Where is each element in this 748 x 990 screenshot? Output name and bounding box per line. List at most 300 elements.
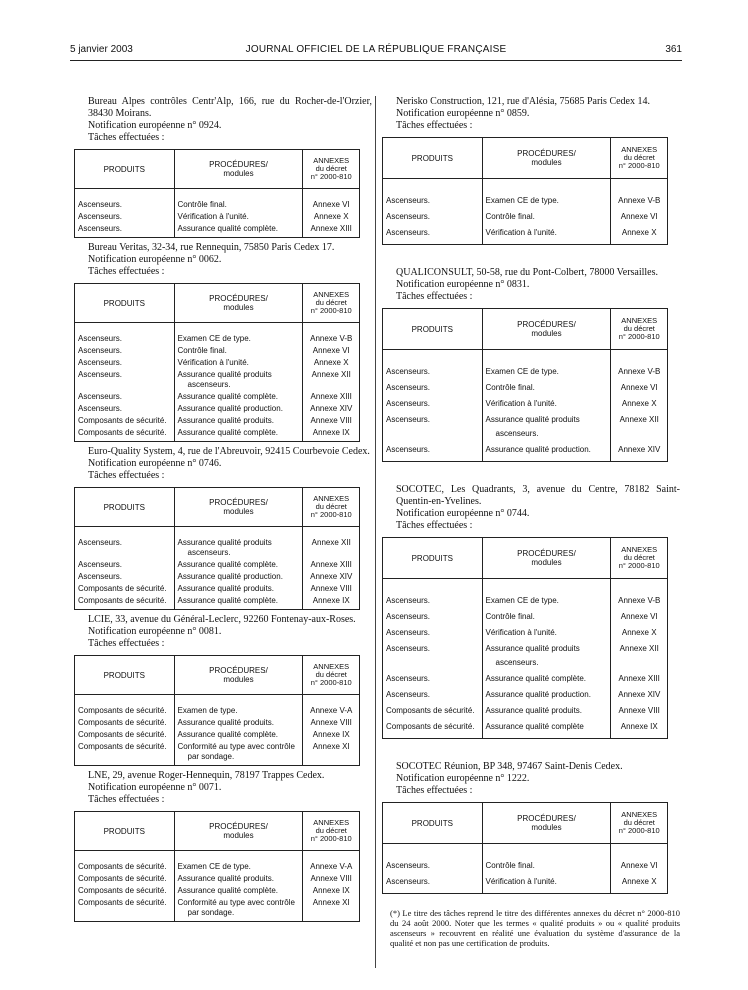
cell-produit: Composants de sécurité. (75, 717, 175, 729)
procedure-text: Assurance qualité complète. (485, 674, 587, 683)
procedure-text: Contrôle final. (485, 612, 535, 621)
header-procedures (174, 150, 303, 189)
cell-produit: Ascenseurs. (75, 223, 175, 238)
cell-procedure (482, 625, 611, 641)
cell-annexe: Annexe VI (611, 858, 668, 874)
table-row (383, 442, 668, 462)
header-du-decret: du décret (315, 826, 347, 835)
header-procedures (482, 138, 611, 179)
table-row (75, 199, 360, 211)
cell-produit: Composants de sécurité. (75, 861, 175, 873)
entry-address: Bureau Veritas, 32-34, rue Rennequin, 75850 Paris Cedex 17. (88, 242, 335, 253)
tasks-table (382, 802, 668, 894)
spacer-cell (303, 851, 360, 862)
table-row (75, 741, 360, 766)
header-procedures-label: PROCÉDURES/ (209, 666, 268, 675)
header-annexes (611, 803, 668, 844)
entry-tasks-label: Tâches effectuées : (88, 638, 165, 649)
spacer-cell (383, 350, 483, 365)
spacer-cell (75, 851, 175, 862)
cell-produit: Ascenseurs. (75, 403, 175, 415)
cell-annexe: Annexe VIII (303, 583, 360, 595)
spacer-cell (611, 350, 668, 365)
header-decret-number: n° 2000-810 (310, 510, 352, 519)
entry-tasks-label: Tâches effectuées : (88, 132, 165, 143)
procedure-text: Examen CE de type. (485, 596, 559, 605)
procedure-text: Assurance qualité production. (177, 404, 283, 413)
header-annexes-label: ANNEXES (621, 810, 658, 819)
procedure-text: Examen CE de type. (485, 196, 559, 205)
entry-notification: Notification européenne n° 0859. (396, 108, 530, 119)
procedure-text: Assurance qualité complète. (177, 886, 279, 895)
table-row (383, 396, 668, 412)
notified-body-entry (386, 761, 680, 894)
cell-produit: Ascenseurs. (75, 199, 175, 211)
table-row (383, 671, 668, 687)
cell-produit: Ascenseurs. (75, 345, 175, 357)
cell-annexe: Annexe IX (611, 719, 668, 739)
cell-produit: Ascenseurs. (75, 211, 175, 223)
cell-produit: Composants de sécurité. (75, 415, 175, 427)
cell-annexe: Annexe IX (303, 595, 360, 610)
procedure-text: Assurance qualité produits. (177, 416, 275, 425)
header-procedures (174, 656, 303, 695)
spacer-cell (303, 527, 360, 538)
cell-produit: Composants de sécurité. (75, 427, 175, 442)
cell-produit: Composants de sécurité. (75, 741, 175, 766)
procedure-continuation: ascenseurs. (495, 658, 539, 667)
cell-procedure (174, 861, 303, 873)
header-du-decret: du décret (623, 553, 655, 562)
header-decret-number: n° 2000-810 (310, 834, 352, 843)
cell-annexe: Annexe IX (303, 885, 360, 897)
cell-produit: Ascenseurs. (383, 874, 483, 894)
spacer-cell (75, 695, 175, 706)
entry-intro (82, 614, 372, 650)
cell-procedure (174, 199, 303, 211)
procedure-text: Assurance qualité complète. (177, 224, 278, 233)
procedure-text: Vérification à l'unité. (485, 399, 557, 408)
entry-notification: Notification européenne n° 0081. (88, 626, 222, 637)
spacer-cell (174, 851, 303, 862)
header-modules-label: modules (223, 169, 254, 178)
table-row (383, 412, 668, 442)
cell-produit: Composants de sécurité. (75, 897, 175, 922)
cell-annexe: Annexe V-A (303, 861, 360, 873)
tasks-table-header (383, 538, 668, 579)
cell-annexe: Annexe VIII (303, 873, 360, 885)
cell-annexe: Annexe VI (611, 380, 668, 396)
entry-gap (390, 743, 680, 761)
cell-produit: Ascenseurs. (383, 364, 483, 380)
procedure-text: Assurance qualité production. (485, 445, 591, 454)
cell-produit: Ascenseurs. (75, 369, 175, 391)
header-procedures-label: PROCÉDURES/ (517, 814, 576, 823)
cell-annexe: Annexe XIII (303, 559, 360, 571)
header-du-decret: du décret (623, 153, 655, 162)
procedure-continuation: par sondage. (187, 908, 235, 917)
cell-produit: Ascenseurs. (383, 641, 483, 671)
header-du-decret: du décret (315, 298, 347, 307)
entry-address: SOCOTEC Réunion, BP 348, 97467 Saint-Denis Cedex. (396, 761, 623, 772)
cell-procedure (174, 537, 303, 559)
table-row (75, 705, 360, 717)
header-annexes (303, 656, 360, 695)
cell-produit: Ascenseurs. (75, 333, 175, 345)
header-produits: PRODUITS (75, 488, 175, 527)
header-decret-number: n° 2000-810 (618, 332, 660, 341)
procedure-text: Vérification à l'unité. (485, 628, 557, 637)
table-spacer (75, 189, 360, 200)
cell-procedure (482, 442, 611, 462)
entry-notification: Notification européenne n° 0924. (88, 120, 222, 131)
tasks-table-header (383, 138, 668, 179)
table-row (75, 403, 360, 415)
spacer-cell (482, 579, 611, 594)
procedure-text: Contrôle final. (485, 861, 535, 870)
header-annexes (611, 309, 668, 350)
entry-address: Euro-Quality System, 4, rue de l'Abreuvoir, 92415 Courbevoie Cedex. (88, 446, 370, 457)
table-spacer (383, 579, 668, 594)
tasks-table-header (75, 284, 360, 323)
procedure-text: Conformité au type avec contrôle (177, 742, 295, 751)
cell-procedure (482, 364, 611, 380)
tasks-table (74, 655, 360, 766)
cell-procedure (174, 223, 303, 238)
cell-annexe: Annexe XIII (303, 223, 360, 238)
cell-annexe: Annexe XI (303, 897, 360, 922)
procedure-text: Assurance qualité complète. (177, 560, 279, 569)
spacer-cell (482, 179, 611, 194)
header-annexes (303, 488, 360, 527)
header-modules-label: modules (223, 675, 254, 684)
entry-notification: Notification européenne n° 0744. (396, 508, 530, 519)
cell-procedure (482, 225, 611, 245)
cell-procedure (482, 609, 611, 625)
cell-annexe: Annexe XIII (303, 391, 360, 403)
cell-procedure (482, 396, 611, 412)
cell-annexe: Annexe XIII (611, 671, 668, 687)
header-produits: PRODUITS (75, 812, 175, 851)
cell-annexe: Annexe XII (611, 412, 668, 442)
spacer-cell (482, 350, 611, 365)
cell-annexe: Annexe XIV (611, 442, 668, 462)
cell-procedure (174, 571, 303, 583)
cell-annexe: Annexe XIV (611, 687, 668, 703)
cell-procedure (482, 593, 611, 609)
cell-annexe: Annexe X (611, 625, 668, 641)
cell-produit: Ascenseurs. (383, 625, 483, 641)
cell-procedure (174, 333, 303, 345)
header-produits: PRODUITS (383, 138, 483, 179)
cell-procedure (174, 729, 303, 741)
table-row (75, 571, 360, 583)
header-annexes-label: ANNEXES (313, 662, 350, 671)
cell-procedure (482, 641, 611, 671)
header-du-decret: du décret (315, 502, 347, 511)
cell-procedure (174, 415, 303, 427)
table-row (75, 333, 360, 345)
header-modules-label: modules (531, 158, 562, 167)
cell-produit: Ascenseurs. (75, 559, 175, 571)
header-procedures (482, 538, 611, 579)
cell-annexe: Annexe VI (611, 609, 668, 625)
header-procedures-label: PROCÉDURES/ (517, 320, 576, 329)
entry-intro (82, 96, 372, 144)
entry-tasks-label: Tâches effectuées : (396, 291, 473, 302)
procedure-text: Assurance qualité produits. (177, 718, 275, 727)
table-row (383, 364, 668, 380)
cell-procedure (482, 193, 611, 209)
table-row (75, 885, 360, 897)
table-row (383, 209, 668, 225)
header-modules-label: modules (531, 558, 562, 567)
header-procedures (174, 488, 303, 527)
header-annexes (611, 138, 668, 179)
cell-produit: Ascenseurs. (383, 380, 483, 396)
header-procedures (174, 284, 303, 323)
cell-produit: Composants de sécurité. (75, 595, 175, 610)
cell-procedure (174, 595, 303, 610)
cell-produit: Ascenseurs. (383, 193, 483, 209)
spacer-cell (174, 189, 303, 200)
entry-notification: Notification européenne n° 0062. (88, 254, 222, 265)
cell-annexe: Annexe X (611, 396, 668, 412)
table-row (383, 858, 668, 874)
header-annexes-label: ANNEXES (621, 316, 658, 325)
procedure-text: Assurance qualité produits (177, 538, 272, 547)
column-divider (375, 96, 376, 968)
cell-procedure (174, 897, 303, 922)
table-row (75, 211, 360, 223)
header-produits: PRODUITS (383, 538, 483, 579)
spacer-cell (75, 527, 175, 538)
cell-annexe: Annexe X (611, 874, 668, 894)
table-row (75, 369, 360, 391)
cell-annexe: Annexe VIII (303, 415, 360, 427)
tasks-table (382, 137, 668, 245)
header-page-number: 361 (665, 44, 682, 55)
cell-procedure (174, 345, 303, 357)
entry-address: SOCOTEC, Les Quadrants, 3, avenue du Centre, 78182 Saint-Quentin-en-Yvelines. (396, 484, 680, 507)
notified-body-entry (386, 484, 680, 739)
entry-notification: Notification européenne n° 0831. (396, 279, 530, 290)
table-row (75, 223, 360, 238)
header-du-decret: du décret (623, 818, 655, 827)
header-procedures (482, 803, 611, 844)
cell-produit: Ascenseurs. (383, 412, 483, 442)
cell-annexe: Annexe V-B (303, 333, 360, 345)
cell-procedure (174, 717, 303, 729)
tasks-table (382, 308, 668, 462)
table-row (75, 861, 360, 873)
cell-produit: Ascenseurs. (383, 209, 483, 225)
notified-body-entry (386, 267, 680, 462)
table-spacer (75, 527, 360, 538)
entry-tasks-label: Tâches effectuées : (88, 794, 165, 805)
cell-annexe: Annexe VI (303, 199, 360, 211)
cell-annexe: Annexe V-B (611, 193, 668, 209)
table-row (75, 583, 360, 595)
entry-address: Bureau Alpes contrôles Centr'Alp, 166, rue du Rocher-de-l'Orzier, 38430 Moirans. (88, 96, 372, 119)
cell-annexe: Annexe X (611, 225, 668, 245)
notified-body-entry (78, 242, 372, 442)
cell-annexe: Annexe V-A (303, 705, 360, 717)
right-column (386, 96, 680, 948)
entry-intro (390, 267, 680, 303)
cell-produit: Composants de sécurité. (383, 703, 483, 719)
entry-address: Nerisko Construction, 121, rue d'Alésia, 75685 Paris Cedex 14. (396, 96, 650, 107)
table-row (75, 897, 360, 922)
cell-procedure (174, 369, 303, 391)
cell-annexe: Annexe XIV (303, 403, 360, 415)
procedure-text: Vérification à l'unité. (485, 877, 557, 886)
header-journal-title: JOURNAL OFFICIEL DE LA RÉPUBLIQUE FRANÇAISE (245, 44, 507, 55)
cell-annexe: Annexe X (303, 357, 360, 369)
procedure-text: Vérification à l'unité. (177, 358, 249, 367)
header-decret-number: n° 2000-810 (618, 561, 660, 570)
cell-procedure (174, 885, 303, 897)
spacer-cell (482, 844, 611, 859)
entry-address: QUALICONSULT, 50-58, rue du Pont-Colbert, 78000 Versailles. (396, 267, 659, 278)
procedure-text: Vérification à l'unité. (485, 228, 557, 237)
cell-procedure (174, 873, 303, 885)
tasks-table (74, 149, 360, 238)
table-spacer (75, 851, 360, 862)
table-row (75, 595, 360, 610)
cell-procedure (482, 671, 611, 687)
table-spacer (75, 695, 360, 706)
table-row (383, 703, 668, 719)
table-row (75, 873, 360, 885)
header-procedures (482, 309, 611, 350)
header-modules-label: modules (531, 329, 562, 338)
header-du-decret: du décret (315, 670, 347, 679)
spacer-cell (303, 323, 360, 334)
header-annexes-label: ANNEXES (621, 145, 658, 154)
procedure-text: Assurance qualité produits (485, 644, 580, 653)
cell-procedure (482, 874, 611, 894)
header-decret-number: n° 2000-810 (618, 826, 660, 835)
header-date: 5 janvier 2003 (70, 44, 133, 55)
header-annexes-label: ANNEXES (313, 290, 350, 299)
page-header (70, 40, 682, 56)
entry-tasks-label: Tâches effectuées : (396, 120, 473, 131)
header-procedures-label: PROCÉDURES/ (209, 498, 268, 507)
procedure-text: Examen CE de type. (177, 334, 251, 343)
procedure-text: Assurance qualité produits (177, 370, 272, 379)
entry-notification: Notification européenne n° 0746. (88, 458, 222, 469)
spacer-cell (174, 323, 303, 334)
notified-body-entry (386, 96, 680, 245)
tasks-table-header (383, 803, 668, 844)
table-row (383, 193, 668, 209)
tasks-table-header (75, 488, 360, 527)
table-row (75, 345, 360, 357)
entry-notification: Notification européenne n° 1222. (396, 773, 530, 784)
cell-annexe: Annexe XII (303, 537, 360, 559)
table-row (383, 874, 668, 894)
entry-address: LCIE, 33, avenue du Général-Leclerc, 92260 Fontenay-aux-Roses. (88, 614, 356, 625)
header-produits: PRODUITS (75, 284, 175, 323)
header-du-decret: du décret (315, 164, 347, 173)
cell-annexe: Annexe IX (303, 427, 360, 442)
cell-procedure (482, 858, 611, 874)
cell-produit: Ascenseurs. (383, 225, 483, 245)
entry-intro (82, 446, 372, 482)
cell-annexe: Annexe XII (611, 641, 668, 671)
table-row (383, 719, 668, 739)
table-spacer (383, 350, 668, 365)
table-row (383, 641, 668, 671)
header-decret-number: n° 2000-810 (310, 172, 352, 181)
notified-body-entry (78, 96, 372, 238)
cell-produit: Ascenseurs. (383, 609, 483, 625)
tasks-table-header (75, 656, 360, 695)
header-modules-label: modules (531, 823, 562, 832)
header-produits: PRODUITS (383, 803, 483, 844)
table-row (75, 391, 360, 403)
header-annexes (303, 150, 360, 189)
spacer-cell (611, 579, 668, 594)
header-rule (70, 60, 682, 61)
notified-body-entry (78, 770, 372, 922)
spacer-cell (611, 844, 668, 859)
cell-produit: Ascenseurs. (75, 571, 175, 583)
spacer-cell (303, 189, 360, 200)
entry-intro (390, 761, 680, 797)
cell-produit: Ascenseurs. (75, 357, 175, 369)
header-produits: PRODUITS (75, 656, 175, 695)
cell-procedure (482, 719, 611, 739)
cell-procedure (174, 427, 303, 442)
header-procedures-label: PROCÉDURES/ (517, 549, 576, 558)
table-row (75, 357, 360, 369)
cell-produit: Ascenseurs. (75, 537, 175, 559)
header-annexes-label: ANNEXES (313, 494, 350, 503)
cell-produit: Composants de sécurité. (75, 729, 175, 741)
header-annexes-label: ANNEXES (313, 818, 350, 827)
cell-procedure (482, 687, 611, 703)
cell-procedure (174, 741, 303, 766)
header-modules-label: modules (223, 303, 254, 312)
header-modules-label: modules (223, 831, 254, 840)
cell-procedure (482, 412, 611, 442)
procedure-continuation: ascenseurs. (187, 548, 231, 557)
cell-procedure (174, 705, 303, 717)
entry-gap (390, 466, 680, 484)
procedure-text: Vérification à l'unité. (177, 212, 249, 221)
spacer-cell (174, 527, 303, 538)
entry-notification: Notification européenne n° 0071. (88, 782, 222, 793)
table-row (383, 593, 668, 609)
procedure-text: Contrôle final. (485, 383, 535, 392)
tasks-table-header (75, 812, 360, 851)
entry-tasks-label: Tâches effectuées : (88, 266, 165, 277)
header-procedures-label: PROCÉDURES/ (209, 822, 268, 831)
spacer-cell (383, 579, 483, 594)
cell-procedure (174, 559, 303, 571)
table-spacer (383, 844, 668, 859)
entry-tasks-label: Tâches effectuées : (396, 785, 473, 796)
cell-produit: Ascenseurs. (75, 391, 175, 403)
procedure-text: Assurance qualité production. (177, 572, 283, 581)
table-row (383, 225, 668, 245)
entry-tasks-label: Tâches effectuées : (88, 470, 165, 481)
cell-annexe: Annexe VIII (611, 703, 668, 719)
cell-produit: Ascenseurs. (383, 687, 483, 703)
entry-intro (390, 484, 680, 532)
